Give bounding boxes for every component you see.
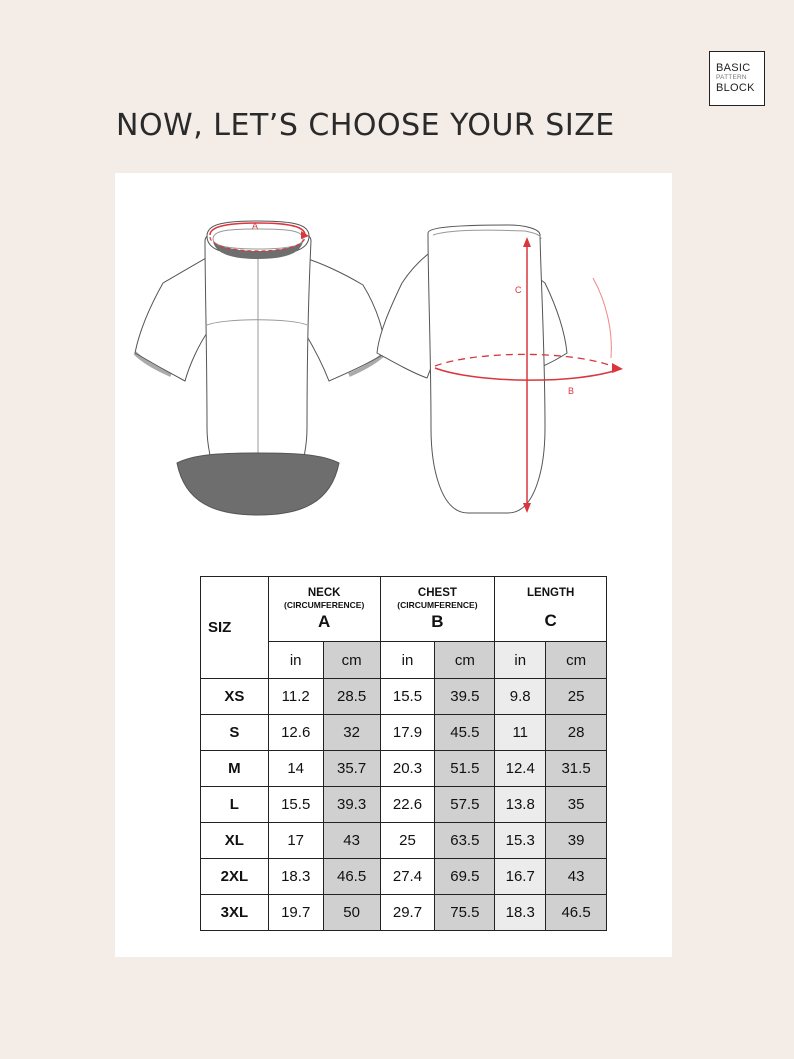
size-label: M [201, 751, 269, 787]
chest-header-sub: (CIRCUMFERENCE) [397, 599, 478, 610]
measurement-cell: 28.5 [323, 679, 380, 715]
measurement-cell: 39 [546, 823, 607, 859]
size-label: XS [201, 679, 269, 715]
label-c: C [515, 285, 522, 295]
measurement-cell: 18.3 [495, 895, 546, 931]
measurement-cell: 15.5 [380, 679, 435, 715]
measurement-cell: 43 [323, 823, 380, 859]
size-label: L [201, 787, 269, 823]
table-row [201, 787, 607, 823]
measurement-cell: 46.5 [546, 895, 607, 931]
measurement-cell: 69.5 [435, 859, 495, 895]
size-label: 2XL [201, 859, 269, 895]
measurement-cell: 35 [546, 787, 607, 823]
measurement-cell: 39.5 [435, 679, 495, 715]
measurement-cell: 25 [546, 679, 607, 715]
measurement-cell: 17 [268, 823, 323, 859]
measurement-cell: 75.5 [435, 895, 495, 931]
table-row [201, 895, 607, 931]
size-label: S [201, 715, 269, 751]
measurement-cell: 19.7 [268, 895, 323, 931]
unit-header: cm [435, 642, 495, 679]
measurement-cell: 32 [323, 715, 380, 751]
measurement-cell: 11.2 [268, 679, 323, 715]
measurement-cell: 20.3 [380, 751, 435, 787]
table-row [201, 679, 607, 715]
measurement-cell: 27.4 [380, 859, 435, 895]
table-row [201, 715, 607, 751]
size-column-header: SIZ [201, 577, 269, 679]
measurement-cell: 12.6 [268, 715, 323, 751]
unit-header: cm [546, 642, 607, 679]
measurement-cell: 46.5 [323, 859, 380, 895]
logo-line-1: BASIC [716, 62, 751, 75]
neck-group-header [268, 577, 380, 642]
table-row [201, 823, 607, 859]
table-row [201, 751, 607, 787]
measurement-cell: 50 [323, 895, 380, 931]
shirt-back-illustration [377, 225, 567, 513]
measurement-cell: 25 [380, 823, 435, 859]
measurement-cell: 14 [268, 751, 323, 787]
size-guide-card [115, 173, 672, 957]
garment-measurement-diagram [115, 173, 672, 533]
measurement-cell: 18.3 [268, 859, 323, 895]
measurement-cell: 35.7 [323, 751, 380, 787]
label-b: B [568, 386, 575, 396]
unit-header: cm [323, 642, 380, 679]
neck-header-sub: (CIRCUMFERENCE) [284, 599, 365, 610]
size-chart-table [200, 576, 607, 931]
neck-header-letter: A [318, 611, 331, 631]
measurement-cell: 63.5 [435, 823, 495, 859]
measurement-cell: 29.7 [380, 895, 435, 931]
measurement-cell: 17.9 [380, 715, 435, 751]
measurement-cell: 15.3 [495, 823, 546, 859]
length-header-letter: C [544, 611, 557, 630]
measurement-cell: 12.4 [495, 751, 546, 787]
measurement-cell: 16.7 [495, 859, 546, 895]
chest-group-header [380, 577, 495, 642]
logo-line-2: PATTERN [716, 74, 747, 82]
measurement-cell: 13.8 [495, 787, 546, 823]
unit-header: in [268, 642, 323, 679]
label-a: A [252, 221, 259, 231]
size-label: 3XL [201, 895, 269, 931]
measurement-cell: 11 [495, 715, 546, 751]
measurement-cell: 51.5 [435, 751, 495, 787]
page-title: NOW, LET’S CHOOSE YOUR SIZE [116, 108, 615, 143]
measurement-cell: 31.5 [546, 751, 607, 787]
shirt-front-illustration [135, 221, 385, 515]
brand-logo [709, 51, 765, 106]
measurement-cell: 43 [546, 859, 607, 895]
measurement-cell: 45.5 [435, 715, 495, 751]
chest-header-name: CHEST [417, 586, 457, 599]
unit-header: in [495, 642, 546, 679]
size-label: XL [201, 823, 269, 859]
neck-header-name: NECK [307, 586, 341, 599]
measurement-cell: 28 [546, 715, 607, 751]
measurement-cell: 39.3 [323, 787, 380, 823]
length-group-header [495, 577, 607, 642]
measurement-cell: 22.6 [380, 787, 435, 823]
measurement-cell: 57.5 [435, 787, 495, 823]
chest-header-letter: B [431, 611, 444, 631]
logo-line-3: BLOCK [716, 81, 755, 94]
unit-header: in [380, 642, 435, 679]
measurement-cell: 15.5 [268, 787, 323, 823]
length-header-name: LENGTH [527, 587, 575, 599]
measurement-cell: 9.8 [495, 679, 546, 715]
table-row [201, 859, 607, 895]
